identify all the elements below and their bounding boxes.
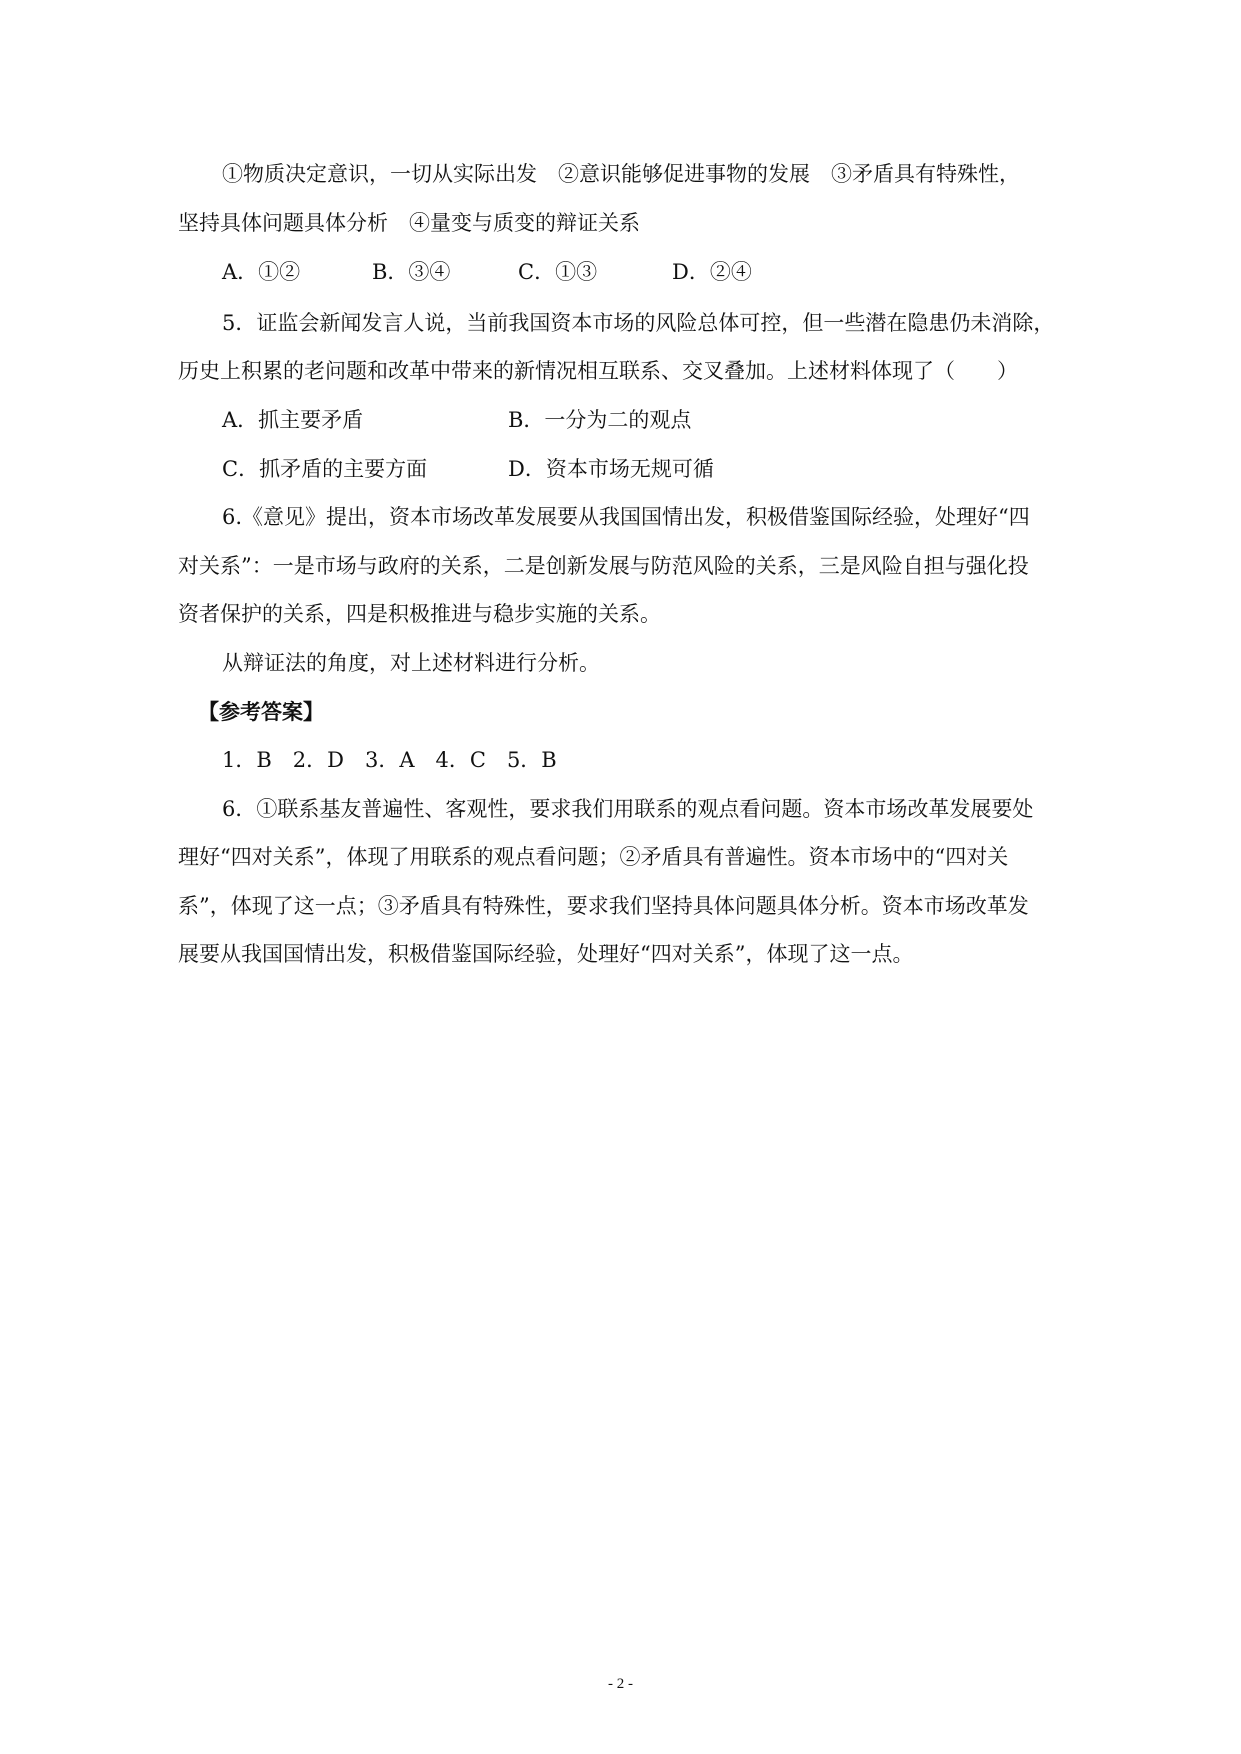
q5-option-d: D．资本市场无规可循	[508, 457, 714, 481]
answer6-line1: 6．①联系基友普遍性、客观性，要求我们用联系的观点看问题。资本市场改革发展要处	[222, 797, 1034, 821]
answer6-line4: 展要从我国国情出发，积极借鉴国际经验，处理好“四对关系”，体现了这一点。	[178, 942, 914, 966]
q4-option-b: B．③④	[372, 260, 451, 284]
q4-statements-line1: ①物质决定意识，一切从实际出发 ②意识能够促进事物的发展 ③矛盾具有特殊性，	[222, 162, 1020, 186]
q4-option-c: C．①③	[518, 260, 598, 284]
q5-stem-line1: 5．证监会新闻发言人说，当前我国资本市场的风险总体可控，但一些潜在隐患仍未消除，	[222, 311, 1055, 335]
q5-option-a: A．抓主要矛盾	[222, 408, 364, 432]
q4-option-a: A．①②	[222, 260, 301, 284]
q6-material-line1: 6.《意见》提出，资本市场改革发展要从我国国情出发，积极借鉴国际经验，处理好“四	[222, 505, 1030, 529]
page-number: - 2 -	[608, 1676, 633, 1692]
q4-option-d: D．②④	[672, 260, 752, 284]
q5-stem-line2: 历史上积累的老问题和改革中带来的新情况相互联系、交叉叠加。上述材料体现了（ ）	[178, 359, 1018, 383]
q6-material-line3: 资者保护的关系，四是积极推进与稳步实施的关系。	[178, 602, 661, 626]
q6-prompt: 从辩证法的角度，对上述材料进行分析。	[222, 651, 600, 675]
answer6-line3: 系”，体现了这一点；③矛盾具有特殊性，要求我们坚持具体问题具体分析。资本市场改革发	[178, 894, 1029, 918]
q4-statements-line2: 坚持具体问题具体分析 ④量变与质变的辩证关系	[178, 211, 640, 235]
answer6-line2: 理好“四对关系”，体现了用联系的观点看问题；②矛盾具有普遍性。资本市场中的“四对关	[178, 845, 1009, 869]
q5-option-b: B．一分为二的观点	[508, 408, 692, 432]
q6-material-line2: 对关系”：一是市场与政府的关系，二是创新发展与防范风险的关系，三是风险自担与强化投	[178, 554, 1029, 578]
answers-choices: 1．B 2．D 3．A 4．C 5．B	[222, 748, 557, 772]
answers-heading: 【参考答案】	[198, 699, 324, 724]
q5-option-c: C．抓矛盾的主要方面	[222, 457, 428, 481]
